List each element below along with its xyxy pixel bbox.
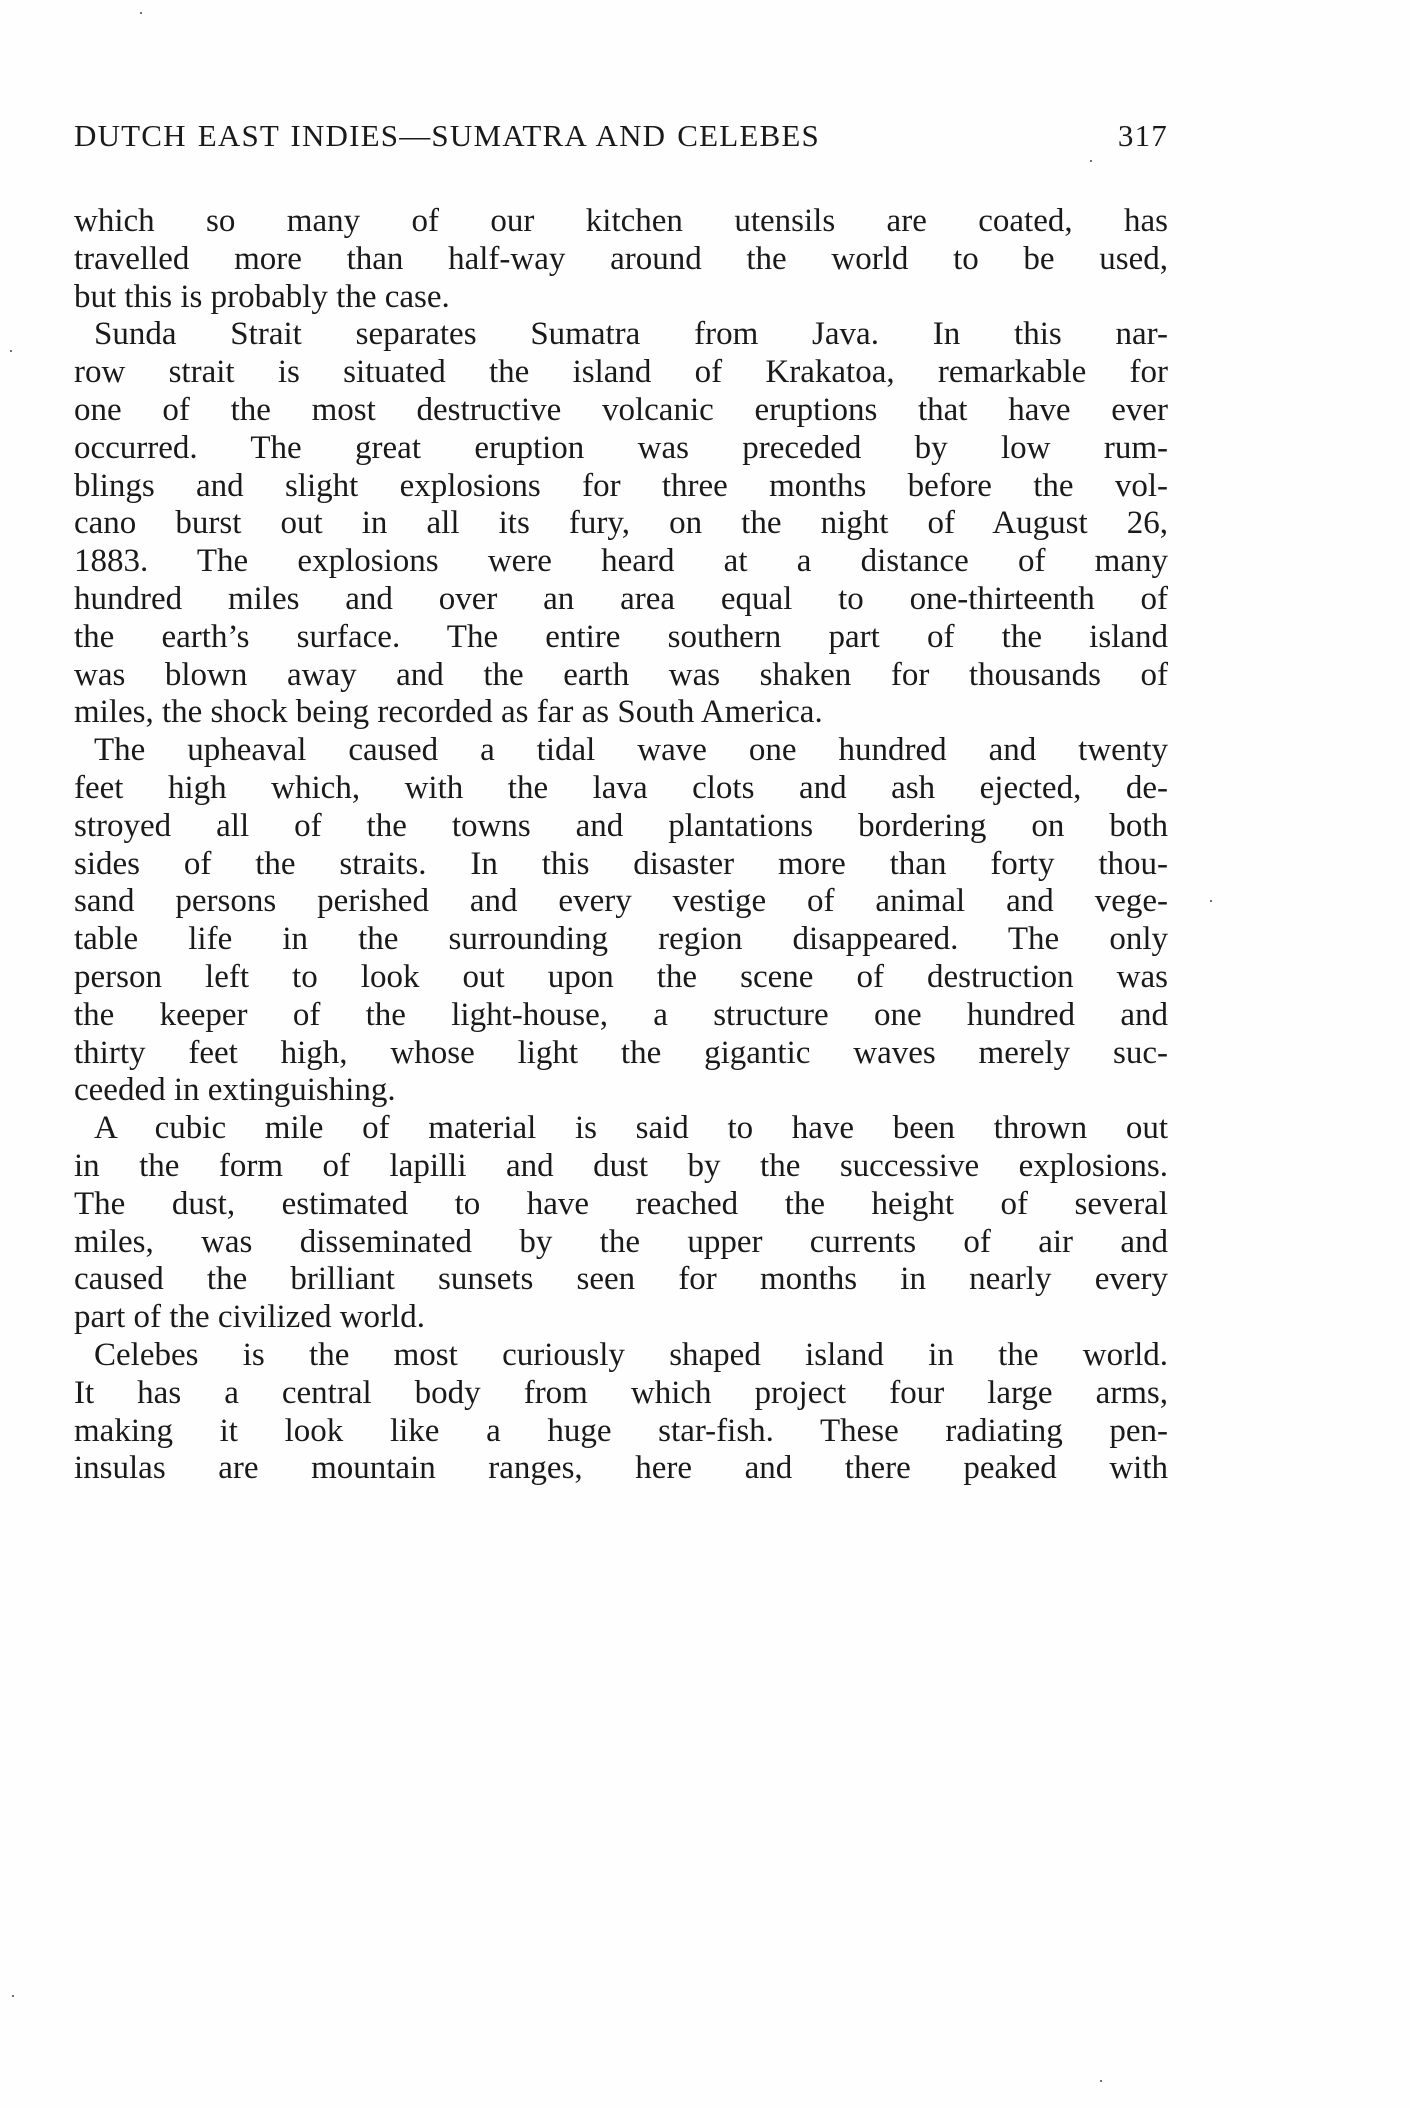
scan-speck — [12, 1995, 14, 1997]
page-number: 317 — [1117, 118, 1168, 153]
text-line: sand persons perished and every vestige of animal and vege- — [74, 883, 1168, 920]
text-line: but this is probably the case. — [74, 278, 450, 315]
text-line: 1883. The explosions were heard at a distance of many — [74, 543, 1168, 580]
scan-speck — [1210, 900, 1212, 902]
text-line: the keeper of the light-house, a structure one hundred and — [74, 996, 1168, 1033]
scan-speck — [10, 350, 12, 352]
text-line: Celebes is the most curiously shaped island in the world. — [94, 1336, 1168, 1373]
text-line: miles, the shock being recorded as far as South America. — [74, 694, 823, 731]
text-line: insulas are mountain ranges, here and there peaked with — [74, 1450, 1168, 1487]
text-line: table life in the surrounding region disappeared. The only — [74, 921, 1168, 958]
text-line: was blown away and the earth was shaken for thousands of — [74, 656, 1168, 693]
text-line: A cubic mile of material is said to have been thrown out — [94, 1110, 1168, 1147]
text-line: blings and slight explosions for three months before the vol- — [74, 467, 1168, 504]
text-line: cano burst out in all its fury, on the night of August 26, — [74, 505, 1168, 542]
text-line: The upheaval caused a tidal wave one hundred and twenty — [94, 732, 1168, 769]
text-line: row strait is situated the island of Krakatoa, remarkable for — [74, 354, 1168, 391]
text-line: thirty feet high, whose light the gigantic waves merely suc- — [74, 1034, 1168, 1071]
text-line: which so many of our kitchen utensils are coated, has — [74, 203, 1168, 239]
text-line: It has a central body from which project four large arms, — [74, 1374, 1168, 1411]
text-line: The dust, estimated to have reached the height of several — [74, 1185, 1168, 1222]
scan-speck — [1100, 2080, 1102, 2082]
text-line: ceeded in extinguishing. — [74, 1072, 396, 1109]
text-line: making it look like a huge star-fish. These radiating pen- — [74, 1412, 1168, 1449]
text-line: occurred. The great eruption was preceded by low rum- — [74, 429, 1168, 466]
text-line: travelled more than half-way around the world to be used, — [74, 240, 1168, 277]
text-line: caused the brilliant sunsets seen for months in nearly every — [74, 1261, 1168, 1298]
text-line: miles, was disseminated by the upper currents of air and — [74, 1223, 1168, 1260]
scan-speck — [1090, 160, 1092, 162]
running-head — [74, 118, 1168, 162]
text-line: Sunda Strait separates Sumatra from Java. In this nar- — [94, 316, 1168, 353]
text-line: hundred miles and over an area equal to one-thirteenth of — [74, 580, 1168, 617]
text-line: feet high which, with the lava clots and ash ejected, de- — [74, 769, 1168, 806]
text-line: part of the civilized world. — [74, 1299, 425, 1336]
body-text — [74, 203, 1168, 1488]
text-line: stroyed all of the towns and plantations bordering on both — [74, 807, 1168, 844]
running-head-title: DUTCH EAST INDIES—SUMATRA AND CELEBES — [74, 118, 820, 153]
text-line: one of the most destructive volcanic eruptions that have ever — [74, 391, 1168, 428]
text-line: person left to look out upon the scene of destruction was — [74, 958, 1168, 995]
text-line: the earth’s surface. The entire southern part of the island — [74, 618, 1168, 655]
text-line: sides of the straits. In this disaster more than forty thou- — [74, 845, 1168, 882]
scan-speck — [140, 12, 142, 14]
text-line: in the form of lapilli and dust by the successive explosions. — [74, 1147, 1168, 1184]
